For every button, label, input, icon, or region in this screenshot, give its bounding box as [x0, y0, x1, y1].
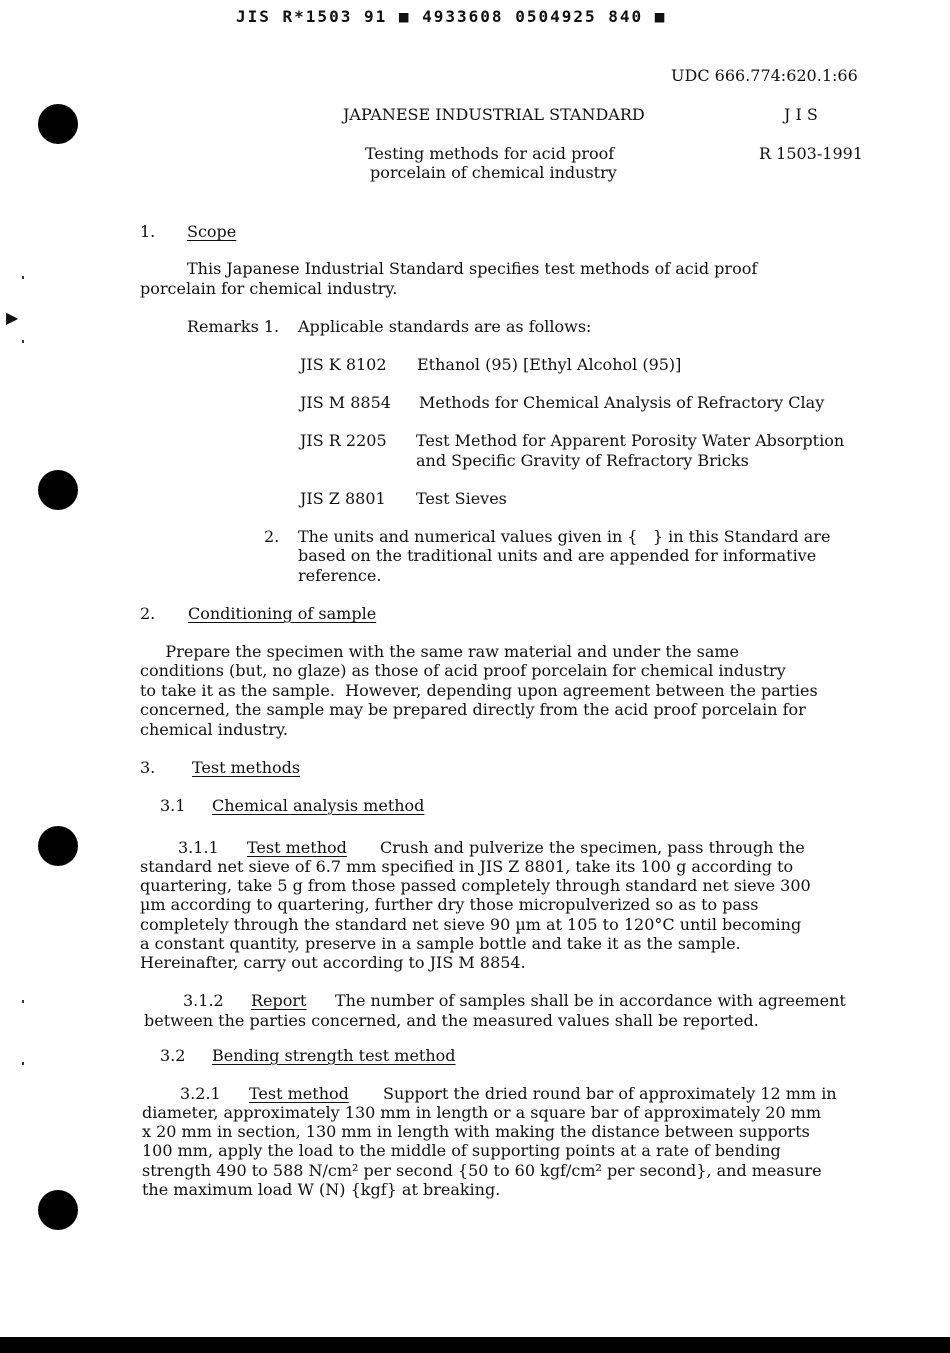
section-3-2-1-line: 100 mm, apply the load to the middle of supporting points at a rate of bending	[142, 1141, 781, 1160]
section-2-number: 2.	[140, 604, 156, 623]
section-2-title: Conditioning of sample	[188, 604, 377, 623]
section-2-line: conditions (but, no glaze) as those of acid proof porcelain for chemical industry	[140, 661, 786, 680]
remark-2-line: based on the traditional units and are appended for informative	[298, 546, 817, 565]
section-3-1-number: 3.1	[160, 796, 186, 815]
ref-title: Methods for Chemical Analysis of Refractory Clay	[419, 393, 825, 412]
section-3-1-1-title: Test method	[247, 838, 347, 857]
section-2-line: concerned, the sample may be prepared directly from the acid proof porcelain for	[140, 700, 806, 719]
section-2-line: to take it as the sample. However, depending upon agreement between the parties	[140, 681, 818, 700]
standard-name: JAPANESE INDUSTRIAL STANDARD	[343, 105, 645, 124]
section-3-2-1-line: diameter, approximately 130 mm in length or a square bar of approximately 20 mm	[142, 1103, 822, 1122]
section-3-1-1-line: completely through the standard net sieve 90 µm at 105 to 120°C until becoming	[140, 915, 802, 934]
section-2-line: Prepare the specimen with the same raw material and under the same	[140, 642, 740, 661]
section-3-1-2-line: between the parties concerned, and the measured values shall be reported.	[144, 1011, 759, 1030]
punch-hole	[38, 470, 78, 510]
section-3-2-1-number: 3.2.1	[180, 1084, 221, 1103]
section-3-title: Test methods	[192, 758, 301, 777]
scan-bottom-edge	[0, 1337, 950, 1353]
standard-number: R 1503-1991	[759, 144, 863, 163]
section-3-2-1-line: x 20 mm in section, 130 mm in length with making the distance between supports	[142, 1122, 810, 1141]
ref-code: JIS R 2205	[300, 431, 387, 450]
ref-title: Ethanol (95) [Ethyl Alcohol (95)]	[417, 355, 682, 374]
remarks-label: Remarks 1.	[187, 317, 280, 336]
scan-speck	[22, 340, 24, 343]
remark-2-line: The units and numerical values given in { } in this Standard are	[298, 527, 831, 546]
jis-label: J I S	[784, 105, 818, 124]
section-3-2-1-line: strength 490 to 588 N/cm² per second {50 to 60 kgf/cm² per second}, and measure	[142, 1161, 822, 1180]
punch-hole	[38, 104, 78, 144]
title-line-2: porcelain of chemical industry	[370, 163, 617, 182]
section-3-1-1-line: standard net sieve of 6.7 mm specified in JIS Z 8801, take its 100 g according to	[140, 857, 794, 876]
section-3-1-1-line: a constant quantity, preserve in a sample bottle and take it as the sample.	[140, 934, 741, 953]
ref-code: JIS Z 8801	[300, 489, 386, 508]
section-3-2-1-line: Support the dried round bar of approximately 12 mm in	[383, 1084, 837, 1103]
ref-code: JIS M 8854	[300, 393, 391, 412]
scan-speck	[22, 1000, 24, 1003]
scan-mark-icon: ▶	[6, 308, 19, 327]
section-1-title: Scope	[187, 222, 237, 241]
scope-para-line: This Japanese Industrial Standard specifies test methods of acid proof	[187, 259, 758, 278]
section-3-2-number: 3.2	[160, 1046, 186, 1065]
udc-number: UDC 666.774:620.1:66	[671, 66, 858, 85]
scope-para-line: porcelain for chemical industry.	[140, 279, 398, 298]
remark-2-number: 2.	[264, 527, 280, 546]
title-line-1: Testing methods for acid proof	[365, 144, 615, 163]
punch-hole	[38, 826, 78, 866]
ref-title-cont: and Specific Gravity of Refractory Bricks	[416, 451, 749, 470]
section-3-1-1-line: quartering, take 5 g from those passed completely through standard net sieve 300	[140, 876, 811, 895]
ref-title: Test Method for Apparent Porosity Water Absorption	[416, 431, 845, 450]
section-3-1-2-line: The number of samples shall be in accordance with agreement	[335, 991, 846, 1010]
ref-title: Test Sieves	[416, 489, 507, 508]
section-3-1-2-number: 3.1.2	[183, 991, 224, 1010]
section-3-number: 3.	[140, 758, 156, 777]
section-3-1-2-title: Report	[251, 991, 307, 1010]
section-3-1-1-number: 3.1.1	[178, 838, 219, 857]
punch-hole	[38, 1190, 78, 1230]
scan-speck	[22, 1062, 24, 1065]
ref-code: JIS K 8102	[300, 355, 387, 374]
section-3-2-1-title: Test method	[249, 1084, 349, 1103]
section-3-1-1-line: µm according to quartering, further dry those micropulverized so as to pass	[140, 895, 759, 914]
scan-speck	[22, 276, 24, 279]
section-3-1-1-line: Hereinafter, carry out according to JIS M 8854.	[140, 953, 526, 972]
remarks-1-text: Applicable standards are as follows:	[298, 317, 592, 336]
section-1-number: 1.	[140, 222, 156, 241]
section-3-2-title: Bending strength test method	[212, 1046, 456, 1065]
section-3-2-1-line: the maximum load W (N) {kgf} at breaking.	[142, 1180, 501, 1199]
section-3-1-1-line: Crush and pulverize the specimen, pass through the	[380, 838, 805, 857]
remark-2-line: reference.	[298, 566, 382, 585]
document-code-line: JIS R*1503 91 ■ 4933608 0504925 840 ■	[236, 7, 667, 26]
section-3-1-title: Chemical analysis method	[212, 796, 425, 815]
section-2-line: chemical industry.	[140, 720, 288, 739]
